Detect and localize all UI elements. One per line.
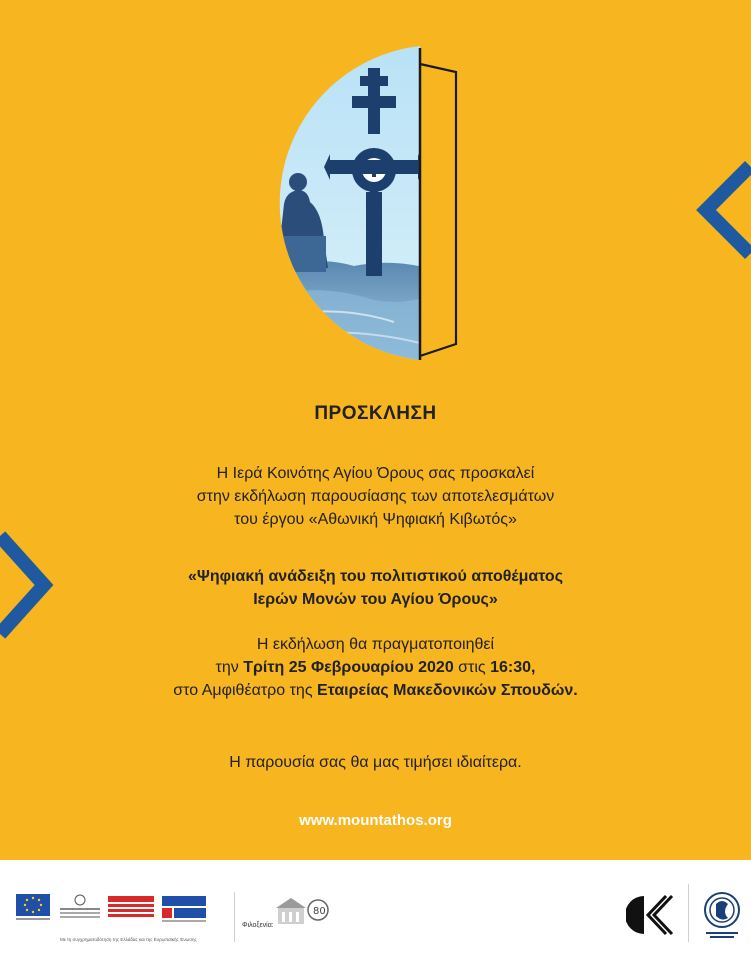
svg-text:80: 80 [313,906,326,917]
event-venue: Εταιρείας Μακεδονικών Σπουδών. [316,682,578,699]
holy-community-seal [700,890,744,942]
event-details [0,633,751,702]
intro-paragraph [0,462,751,531]
project-subject [0,565,751,611]
footer-divider [688,884,689,942]
host-society-logo [272,894,332,934]
subject-line: Ιερών Μονών του Αγίου Όρους» [253,591,498,608]
venue-prefix: στο Αμφιθέατρο της [173,682,317,699]
eu-cofunding-note: Με τη συγχρηματοδότηση της Ελλάδας και της Ευρωπαϊκής Ένωσης [60,937,197,942]
website-link[interactable]: www.mountathos.org [299,812,452,829]
footer-divider [234,892,235,942]
event-datetime-line [0,656,751,679]
event-time: 16:30, [490,659,536,676]
event-prefix: την [215,659,244,676]
intro-line: στην εκδήλωση παρουσίασης των αποτελεσμάτων [196,488,555,505]
sponsor-footer [0,860,751,957]
intro-line: του έργου «Αθωνική Ψηφιακή Κιβωτός» [234,511,517,528]
event-venue-line [0,679,751,702]
event-date: Τρίτη 25 Φεβρουαρίου 2020 [243,659,454,676]
event-mid: στις [453,659,491,676]
hero-photo-halfcircle [274,44,464,364]
subject-line: «Ψηφιακή ανάδειξη του πολιτιστικού αποθέματος [187,568,564,585]
closing-line: Η παρουσία σας θα μας τιμήσει ιδιαίτερα. [229,754,522,771]
event-line: Η εκδήλωση θα πραγματοποιηθεί [256,636,495,653]
athonite-ark-logo [626,890,676,940]
chevron-left-icon [690,160,751,260]
hosting-label: Φιλοξενία: [242,922,274,929]
intro-line: Η Ιερά Κοινότης Αγίου Όρους σας προσκαλεί [216,465,535,482]
invitation-title: ΠΡΟΣΚΛΗΣΗ [314,403,437,424]
